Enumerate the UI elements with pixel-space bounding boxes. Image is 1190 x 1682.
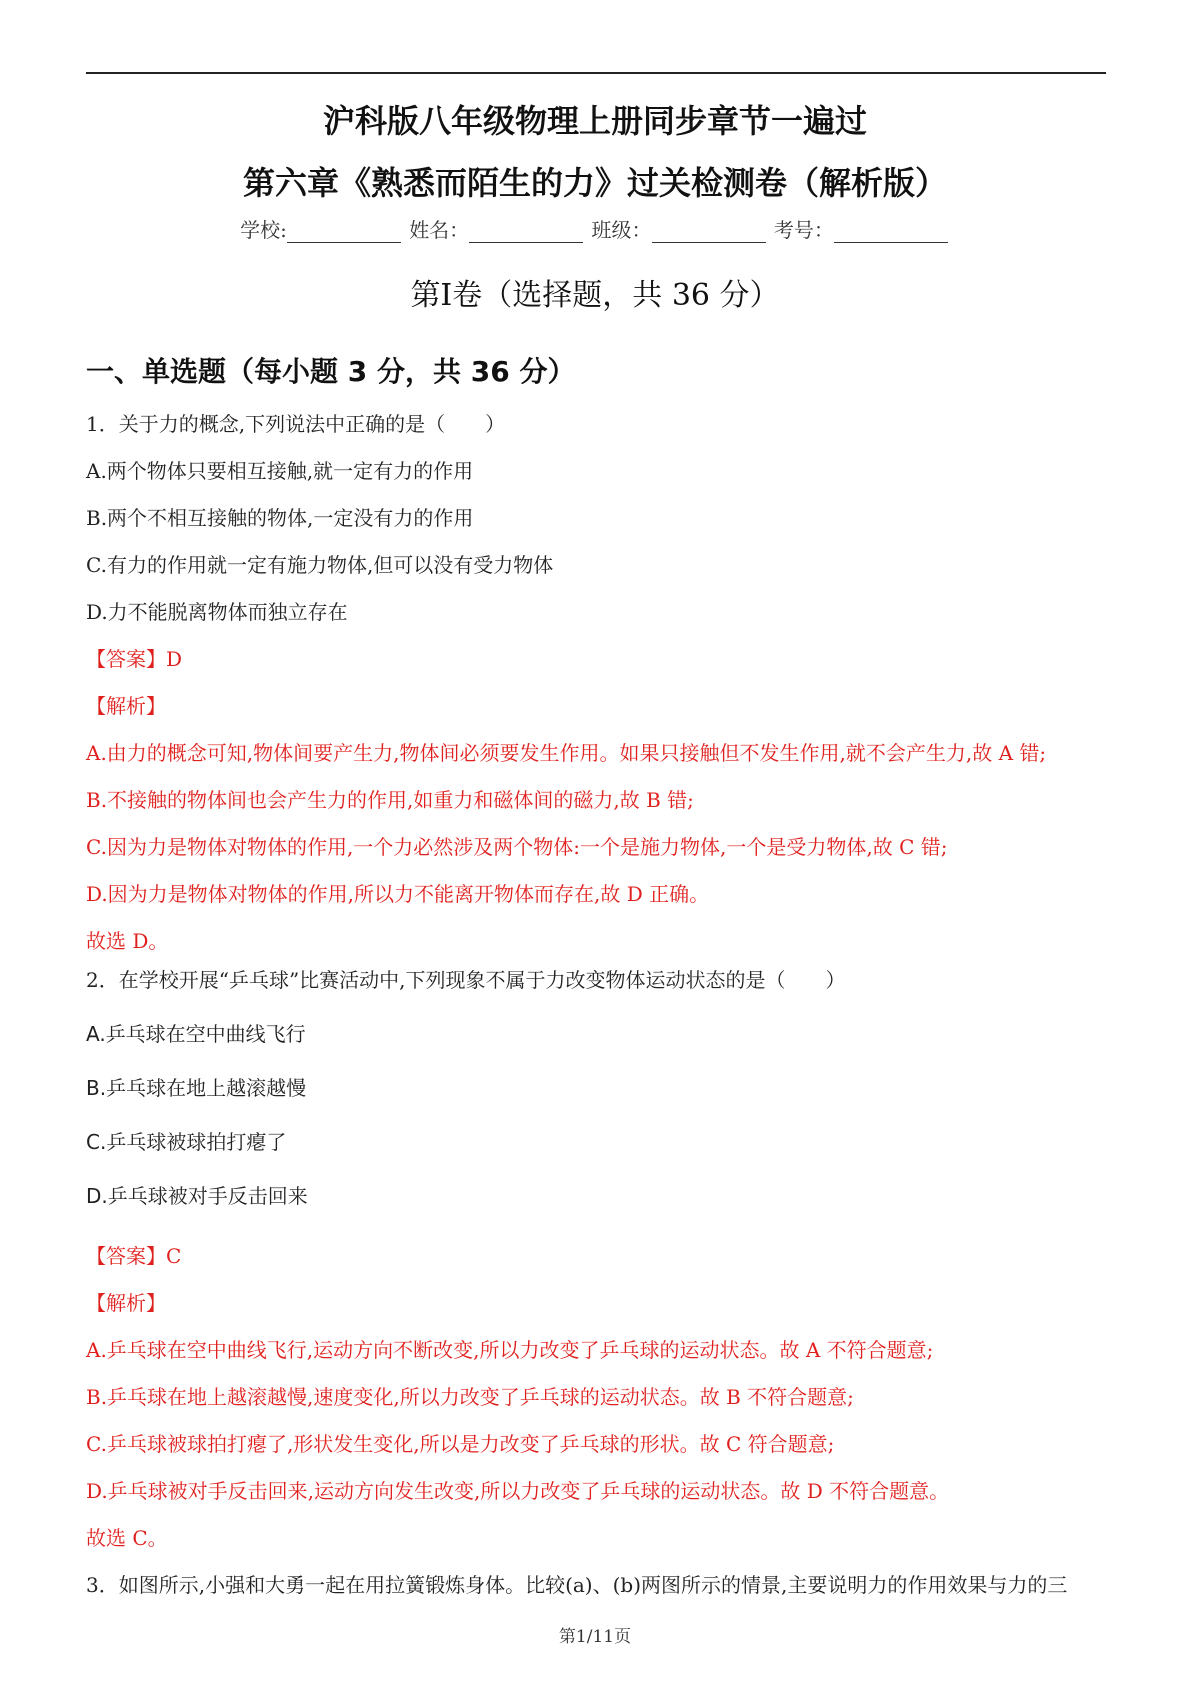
analysis-label: 【解析】 <box>86 1291 166 1315</box>
volume-title: 第Ⅰ卷（选择题，共 36 分） <box>410 278 780 313</box>
doc-title-line2: 第六章《熟悉而陌生的力》过关检测卷（解析版） <box>242 164 947 202</box>
option-d: D.乒乓球被对手反击回来 <box>86 1184 308 1208</box>
name-blank[interactable] <box>469 220 583 243</box>
exam-number-label: 考号： <box>773 218 834 242</box>
exam-number-blank[interactable] <box>834 220 948 243</box>
question-stem: 1．关于力的概念,下列说法中正确的是（ ） <box>86 412 506 436</box>
class-label: 班级： <box>591 218 652 242</box>
option-d: D.力不能脱离物体而独立存在 <box>86 600 348 624</box>
top-rule <box>86 72 1106 74</box>
conclusion: 故选 D。 <box>86 929 169 953</box>
school-label: 学校: <box>240 218 287 242</box>
name-label: 姓名： <box>409 218 470 242</box>
school-blank[interactable] <box>287 220 401 243</box>
answer: 【答案】D <box>86 647 183 671</box>
analysis-line: D.因为力是物体对物体的作用,所以力不能离开物体而存在,故 D 正确。 <box>86 882 710 906</box>
answer: 【答案】C <box>86 1244 182 1268</box>
analysis-line: D.乒乓球被对手反击回来,运动方向发生改变,所以力改变了乒乓球的运动状态。故 D 不符合题意。 <box>86 1479 950 1503</box>
question-stem: 3．如图所示,小强和大勇一起在用拉簧锻炼身体。比较(a)、(b)两图所示的情景,主要说明力的作用效果与力的三 <box>86 1573 1068 1597</box>
page-number: 第1/11页 <box>558 1627 632 1647</box>
analysis-line: C.乒乓球被球拍打瘪了,形状发生变化,所以是力改变了乒乓球的形状。故 C 符合题意; <box>86 1432 835 1456</box>
analysis-label: 【解析】 <box>86 694 166 718</box>
doc-title-line1: 沪科版八年级物理上册同步章节一遍过 <box>322 102 867 140</box>
option-b: B.两个不相互接触的物体,一定没有力的作用 <box>86 506 474 530</box>
analysis-line: B.不接触的物体间也会产生力的作用,如重力和磁体间的磁力,故 B 错; <box>86 788 694 812</box>
student-info-row <box>0 214 1190 243</box>
option-c: C.有力的作用就一定有施力物体,但可以没有受力物体 <box>86 553 554 577</box>
analysis-line: C.因为力是物体对物体的作用,一个力必然涉及两个物体:一个是施力物体,一个是受力物体,故 C 错; <box>86 835 948 859</box>
option-a: A.两个物体只要相互接触,就一定有力的作用 <box>86 459 474 483</box>
section-title: 一、单选题（每小题 3 分，共 36 分） <box>86 355 576 388</box>
analysis-line: A.由力的概念可知,物体间要产生力,物体间必须要发生作用。如果只接触但不发生作用,就不会产生力,故 A 错; <box>86 741 1047 765</box>
question-stem: 2．在学校开展“乒乓球”比赛活动中,下列现象不属于力改变物体运动状态的是（ ） <box>86 968 846 992</box>
conclusion: 故选 C。 <box>86 1526 168 1550</box>
option-a: A.乒乓球在空中曲线飞行 <box>86 1022 306 1046</box>
option-c: C.乒乓球被球拍打瘪了 <box>86 1130 287 1154</box>
analysis-line: B.乒乓球在地上越滚越慢,速度变化,所以力改变了乒乓球的运动状态。故 B 不符合题意; <box>86 1385 854 1409</box>
class-blank[interactable] <box>652 220 766 243</box>
analysis-line: A.乒乓球在空中曲线飞行,运动方向不断改变,所以力改变了乒乓球的运动状态。故 A 不符合题意; <box>86 1338 934 1362</box>
option-b: B.乒乓球在地上越滚越慢 <box>86 1076 307 1100</box>
